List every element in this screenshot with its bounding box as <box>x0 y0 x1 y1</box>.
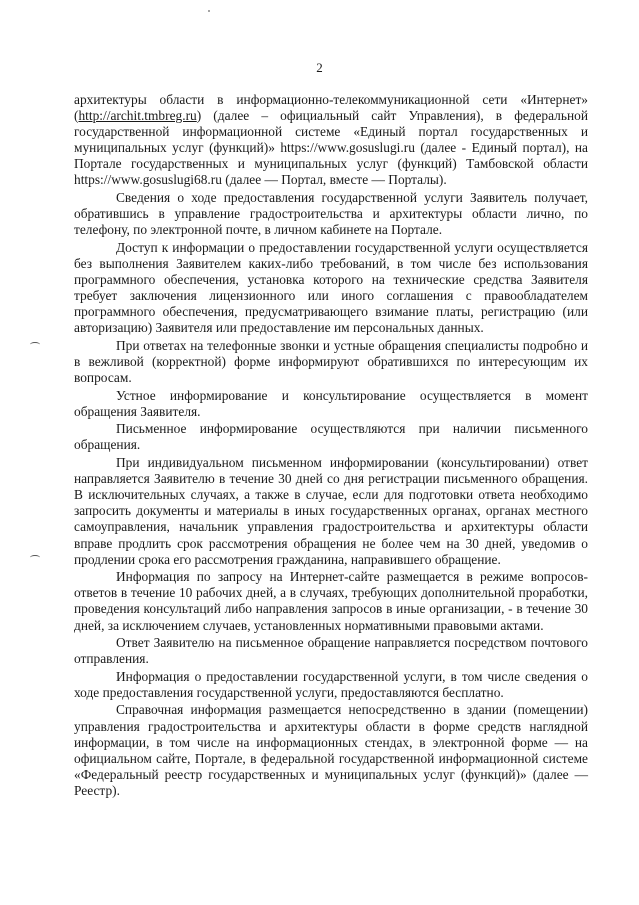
margin-mark <box>30 555 40 560</box>
scan-speck <box>208 10 210 12</box>
paragraph-4: При ответах на телефонные звонки и устные обращения специалисты подробно и в вежливой (корректной) форме информируют обратившихся по интересующим их вопросам. <box>74 337 588 386</box>
paragraph-2: Сведения о ходе предоставления государственной услуги Заявитель получает, обратившись в управление градостроительства и архитектуры области лично, по телефону, по электронной почте, в личном кабинете на Портале. <box>74 190 588 238</box>
paragraph-1: архитектуры области в информационно-телекоммуникационной сети «Интернет» (http://archit.tmbreg.ru) (далее – официальный сайт Управления), в федеральной государственной информационной системе «Единый портал государственных и муниципальных услуг (функций)» https://www.gosuslugi.ru (далее - Единый портал), на Портале государственных и муниципальных услуг (функций) Тамбовской области https://www.gosuslugi68.ru (далее — Портал, вместе — Порталы). <box>74 92 588 188</box>
paragraph-5: Устное информирование и консультирование осуществляется в момент обращения Заявителя. <box>74 387 588 419</box>
paragraph-8: Информация по запросу на Интернет-сайте размещается в режиме вопросов-ответов в течение 10 рабочих дней, а в случаях, требующих дополнительной проработки, проведения консультаций либо направления запросов в иные организации, - в течение 30 дней, за исключением случаев, установленных нормативными правовыми актами. <box>74 569 588 633</box>
paragraph-9: Ответ Заявителю на письменное обращение направляется посредством почтового отправления. <box>74 635 588 667</box>
paragraph-6: Письменное информирование осуществляются при наличии письменного обращения. <box>74 421 588 453</box>
paragraph-7: При индивидуальном письменном информировании (консультировании) ответ направляется Заявителю в течение 30 дней со дня регистрации письменного обращения. В исключительных случаях, а также в случае, если для подготовки ответа необходимо запросить документы и материалы в иных государственных органах, органах местного самоуправления, начальник управления градостроительства и архитектуры области вправе продлить срок рассмотрения обращения не более чем на 30 дней, уведомив о продлении срока его рассмотрения гражданина, направившего обращение. <box>74 455 588 567</box>
margin-mark <box>30 342 40 347</box>
body-text <box>74 92 588 801</box>
paragraph-3: Доступ к информации о предоставлении государственной услуги осуществляется без выполнения Заявителем каких-либо требований, в том числе без использования программного обеспечения, установка которого на технические средства Заявителя требует заключения лицензионного или иного соглашения с правообладателем программного обеспечения, предусматривающего взимание платы, регистрацию (или авторизацию) Заявителя или предоставление им персональных данных. <box>74 239 588 336</box>
paragraph-10: Информация о предоставлении государственной услуги, в том числе сведения о ходе предоставления государственной услуги, предоставляются бесплатно. <box>74 668 588 700</box>
paragraph-11: Справочная информация размещается непосредственно в здании (помещении) управления градостроительства и архитектуры области в форме средств наглядной информации, в том числе на информационных стендах, в электронной форме — на официальном сайте, Портале, в федеральной государственной информационной системе «Федеральный реестр государственных и муниципальных услуг (функций)» (далее — Реестр). <box>74 702 588 798</box>
website-link[interactable]: http://archit.tmbreg.ru <box>78 108 197 124</box>
page-number: 2 <box>316 60 323 75</box>
